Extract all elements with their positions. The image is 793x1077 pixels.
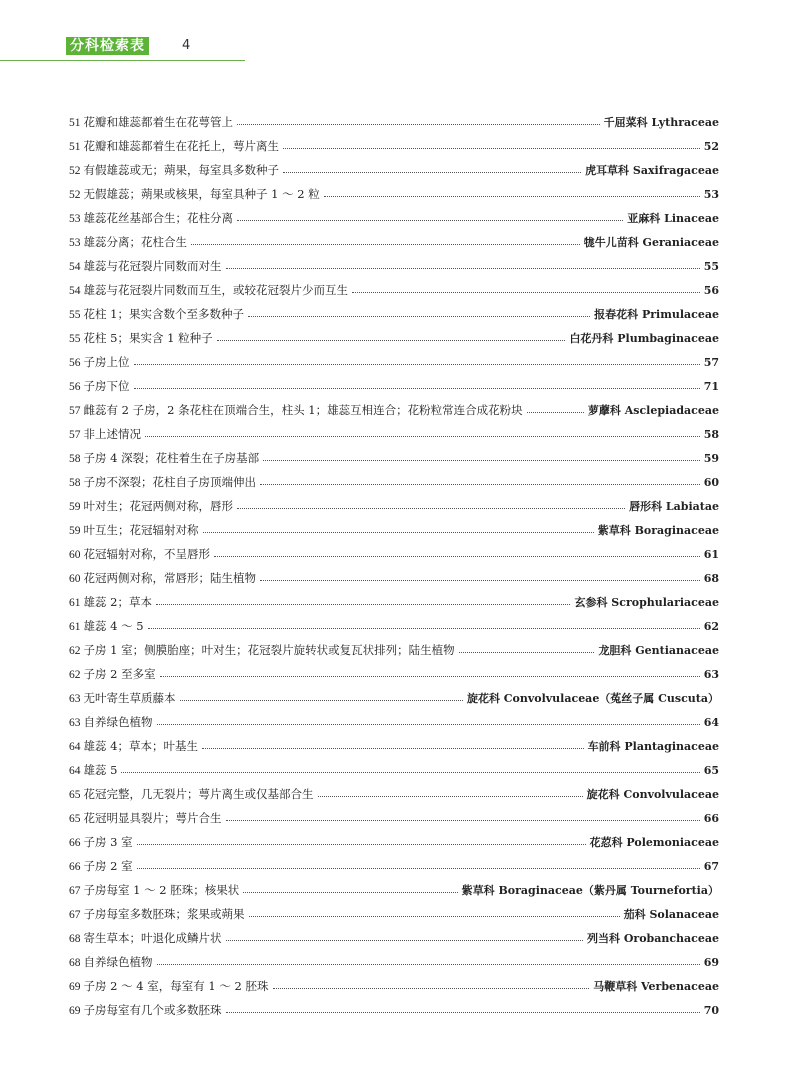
entry-number: 53 (69, 237, 81, 249)
entry-target: 71 (703, 380, 719, 393)
entry-number: 60 (69, 573, 81, 585)
key-entry (69, 278, 719, 302)
key-entry (69, 926, 719, 950)
entry-target: 64 (703, 716, 719, 729)
dot-leader (191, 244, 580, 245)
entry-target: 57 (703, 356, 719, 369)
dot-leader (248, 316, 590, 317)
page-header (0, 0, 793, 64)
entry-description: 子房 2 ～ 4 室，每室有 1 ～ 2 胚珠 (83, 979, 269, 993)
dot-leader (217, 340, 566, 341)
entry-target: 萝藦科 Asclepiadaceae (587, 404, 719, 417)
dot-leader (157, 964, 700, 965)
entry-target: 63 (703, 668, 719, 681)
key-entry (69, 182, 719, 206)
dot-leader (273, 988, 590, 989)
entry-target: 车前科 Plantaginaceae (587, 740, 719, 753)
entry-target: 牻牛儿苗科 Geraniaceae (583, 236, 719, 249)
dot-leader (260, 580, 700, 581)
key-entry (69, 974, 719, 998)
dot-leader (283, 172, 581, 173)
key-entry (69, 902, 719, 926)
dot-leader (148, 628, 700, 629)
dot-leader (145, 436, 700, 437)
entry-number: 55 (69, 309, 81, 321)
entry-number: 62 (69, 645, 81, 657)
dot-leader (237, 124, 600, 125)
entry-description: 无假雄蕊；蒴果或核果，每室具种子 1 ～ 2 粒 (83, 187, 320, 201)
entry-description: 花瓣和雄蕊都着生在花萼管上 (83, 115, 233, 129)
dot-leader (459, 652, 595, 653)
entry-number: 54 (69, 261, 81, 273)
entry-number: 52 (69, 189, 81, 201)
dot-leader (243, 892, 457, 893)
entry-number: 61 (69, 621, 81, 633)
identification-key-list (69, 110, 719, 1022)
entry-target: 53 (703, 188, 719, 201)
key-entry (69, 806, 719, 830)
entry-number: 63 (69, 693, 81, 705)
key-entry (69, 374, 719, 398)
key-entry (69, 254, 719, 278)
entry-description: 花柱 5；果实含 1 粒种子 (83, 331, 213, 345)
entry-number: 55 (69, 333, 81, 345)
entry-target: 52 (703, 140, 719, 153)
dot-leader (226, 940, 583, 941)
entry-target: 紫草科 Boraginaceae (597, 524, 719, 537)
key-entry (69, 326, 719, 350)
entry-description: 花冠明显具裂片；萼片合生 (83, 811, 222, 825)
entry-description: 花冠辐射对称，不呈唇形 (83, 547, 210, 561)
entry-target: 70 (703, 1004, 719, 1017)
entry-number: 59 (69, 501, 81, 513)
entry-description: 花冠完整，几无裂片；萼片离生或仅基部合生 (83, 787, 314, 801)
entry-description: 子房 2 室 (83, 859, 133, 873)
entry-number: 69 (69, 1005, 81, 1017)
entry-target: 69 (703, 956, 719, 969)
entry-target: 紫草科 Boraginaceae（紫丹属 Tournefortia） (461, 884, 719, 897)
entry-description: 雄蕊 4 ～ 5 (83, 619, 144, 633)
entry-number: 58 (69, 453, 81, 465)
dot-leader (156, 604, 570, 605)
entry-description: 自养绿色植物 (83, 955, 153, 969)
entry-number: 57 (69, 429, 81, 441)
entry-target: 列当科 Orobanchaceae (586, 932, 719, 945)
key-entry (69, 878, 719, 902)
key-entry (69, 350, 719, 374)
entry-target: 花荵科 Polemoniaceae (589, 836, 719, 849)
key-entry (69, 950, 719, 974)
entry-target: 唇形科 Labiatae (629, 500, 719, 513)
entry-number: 64 (69, 741, 81, 753)
key-entry (69, 614, 719, 638)
entry-number: 66 (69, 837, 81, 849)
entry-target: 马鞭草科 Verbenaceae (593, 980, 719, 993)
entry-number: 67 (69, 885, 81, 897)
entry-number: 51 (69, 141, 81, 153)
entry-description: 叶互生；花冠辐射对称 (83, 523, 199, 537)
entry-description: 寄生草本；叶退化成鳞片状 (83, 931, 222, 945)
key-entry (69, 638, 719, 662)
entry-description: 自养绿色植物 (83, 715, 153, 729)
entry-number: 65 (69, 789, 81, 801)
entry-description: 子房 4 深裂；花柱着生在子房基部 (83, 451, 260, 465)
entry-number: 60 (69, 549, 81, 561)
entry-description: 雄蕊 5 (83, 763, 118, 777)
entry-number: 68 (69, 957, 81, 969)
key-entry (69, 566, 719, 590)
entry-target: 玄参科 Scrophulariaceae (574, 596, 719, 609)
entry-target: 亚麻科 Linaceae (627, 212, 719, 225)
dot-leader (527, 412, 584, 413)
entry-description: 雄蕊 2；草本 (83, 595, 152, 609)
entry-target: 61 (703, 548, 719, 561)
key-entry (69, 590, 719, 614)
key-entry (69, 110, 719, 134)
key-entry (69, 542, 719, 566)
key-entry (69, 518, 719, 542)
dot-leader (202, 748, 584, 749)
entry-description: 雄蕊花丝基部合生；花柱分离 (83, 211, 233, 225)
dot-leader (226, 1012, 700, 1013)
entry-description: 叶对生；花冠两侧对称，唇形 (83, 499, 233, 513)
entry-number: 65 (69, 813, 81, 825)
dot-leader (237, 508, 625, 509)
entry-number: 56 (69, 381, 81, 393)
entry-number: 52 (69, 165, 81, 177)
section-label: 分科检索表 (66, 37, 149, 55)
key-entry (69, 782, 719, 806)
entry-description: 子房 2 至多室 (83, 667, 156, 681)
entry-target: 59 (703, 452, 719, 465)
entry-description: 有假雄蕊或无；蒴果，每室具多数种子 (83, 163, 279, 177)
entry-description: 子房下位 (83, 379, 130, 393)
entry-number: 66 (69, 861, 81, 873)
entry-description: 雄蕊与花冠裂片同数而互生，或较花冠裂片少而互生 (83, 283, 348, 297)
dot-leader (137, 844, 586, 845)
dot-leader (226, 820, 700, 821)
entry-number: 57 (69, 405, 81, 417)
entry-description: 非上述情况 (83, 427, 141, 441)
dot-leader (134, 364, 700, 365)
entry-description: 雄蕊分离；花柱合生 (83, 235, 187, 249)
key-entry (69, 662, 719, 686)
entry-description: 雄蕊 4；草本；叶基生 (83, 739, 198, 753)
dot-leader (137, 868, 700, 869)
key-entry (69, 470, 719, 494)
entry-number: 59 (69, 525, 81, 537)
page-number: 4 (182, 38, 191, 53)
entry-number: 67 (69, 909, 81, 921)
entry-target: 旋花科 Convolvulaceae（菟丝子属 Cuscuta） (466, 692, 719, 705)
dot-leader (134, 388, 700, 389)
key-entry (69, 398, 719, 422)
key-entry (69, 206, 719, 230)
entry-number: 62 (69, 669, 81, 681)
dot-leader (318, 796, 583, 797)
key-entry (69, 830, 719, 854)
entry-target: 报春花科 Primulaceae (594, 308, 719, 321)
dot-leader (352, 292, 700, 293)
key-entry (69, 734, 719, 758)
dot-leader (237, 220, 623, 221)
entry-target: 茄科 Solanaceae (623, 908, 719, 921)
entry-description: 子房不深裂；花柱自子房顶端伸出 (83, 475, 256, 489)
entry-description: 子房上位 (83, 355, 130, 369)
entry-target: 58 (703, 428, 719, 441)
entry-description: 子房 1 室；侧膜胎座；叶对生；花冠裂片旋转状或复瓦状排列；陆生植物 (83, 643, 455, 657)
key-entry (69, 710, 719, 734)
entry-description: 雄蕊与花冠裂片同数而对生 (83, 259, 222, 273)
entry-target: 旋花科 Convolvulaceae (586, 788, 719, 801)
dot-leader (324, 196, 700, 197)
entry-target: 67 (703, 860, 719, 873)
entry-description: 花柱 1；果实含数个至多数种子 (83, 307, 244, 321)
entry-number: 51 (69, 117, 81, 129)
entry-number: 68 (69, 933, 81, 945)
key-entry (69, 230, 719, 254)
entry-number: 56 (69, 357, 81, 369)
entry-target: 56 (703, 284, 719, 297)
dot-leader (160, 676, 700, 677)
entry-number: 61 (69, 597, 81, 609)
entry-description: 花冠两侧对称，常唇形；陆生植物 (83, 571, 256, 585)
dot-leader (263, 460, 700, 461)
dot-leader (283, 148, 700, 149)
key-entry (69, 494, 719, 518)
entry-target: 龙胆科 Gentianaceae (598, 644, 719, 657)
entry-target: 虎耳草科 Saxifragaceae (585, 164, 719, 177)
key-entry (69, 134, 719, 158)
header-rule (0, 60, 245, 61)
dot-leader (121, 772, 699, 773)
entry-description: 子房每室多数胚珠；浆果或蒴果 (83, 907, 245, 921)
entry-description: 无叶寄生草质藤本 (83, 691, 176, 705)
key-entry (69, 758, 719, 782)
entry-target: 60 (703, 476, 719, 489)
dot-leader (203, 532, 594, 533)
entry-target: 66 (703, 812, 719, 825)
key-entry (69, 302, 719, 326)
entry-target: 白花丹科 Plumbaginaceae (569, 332, 719, 345)
entry-number: 54 (69, 285, 81, 297)
key-entry (69, 158, 719, 182)
dot-leader (214, 556, 700, 557)
entry-number: 69 (69, 981, 81, 993)
entry-target: 65 (703, 764, 719, 777)
dot-leader (157, 724, 700, 725)
key-entry (69, 998, 719, 1022)
entry-number: 64 (69, 765, 81, 777)
dot-leader (260, 484, 700, 485)
entry-description: 雌蕊有 2 子房，2 条花柱在顶端合生，柱头 1；雄蕊互相连合；花粉粒常连合成花粉块 (83, 403, 523, 417)
entry-target: 55 (703, 260, 719, 273)
entry-description: 子房每室 1 ～ 2 胚珠；核果状 (83, 883, 240, 897)
entry-number: 58 (69, 477, 81, 489)
entry-description: 子房每室有几个或多数胚珠 (83, 1003, 222, 1017)
dot-leader (226, 268, 700, 269)
entry-description: 花瓣和雄蕊都着生在花托上，萼片离生 (83, 139, 279, 153)
entry-target: 千屈菜科 Lythraceae (603, 116, 719, 129)
entry-number: 63 (69, 717, 81, 729)
entry-description: 子房 3 室 (83, 835, 133, 849)
entry-target: 68 (703, 572, 719, 585)
key-entry (69, 446, 719, 470)
entry-target: 62 (703, 620, 719, 633)
key-entry (69, 686, 719, 710)
dot-leader (180, 700, 463, 701)
key-entry (69, 854, 719, 878)
dot-leader (249, 916, 620, 917)
key-entry (69, 422, 719, 446)
entry-number: 53 (69, 213, 81, 225)
